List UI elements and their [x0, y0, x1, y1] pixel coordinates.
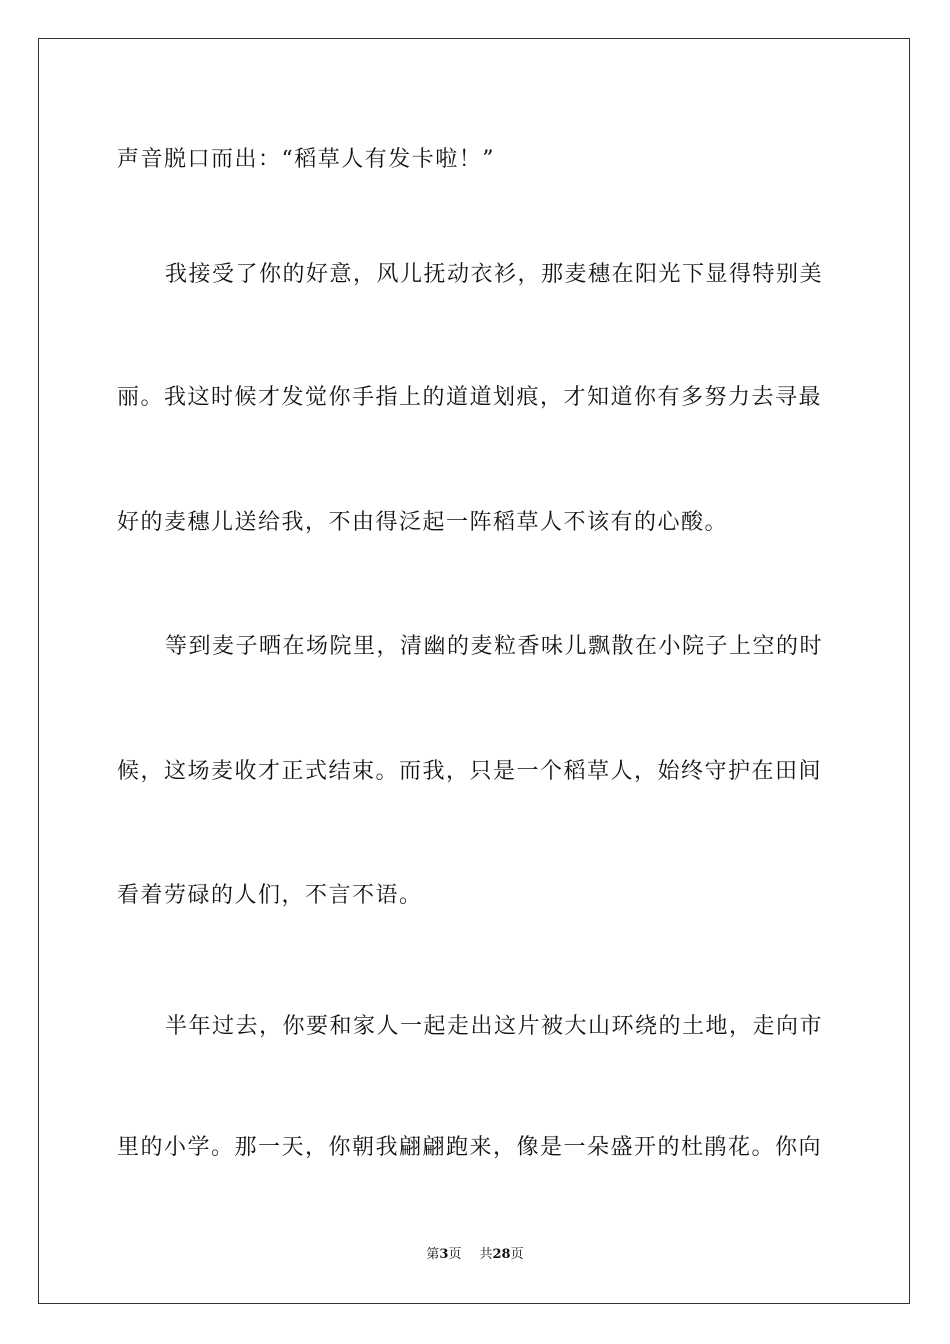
page-number-current: 3: [439, 1247, 449, 1262]
paragraph-line-7: 看着劳碌的人们，不言不语。: [117, 883, 423, 908]
page-footer: [0, 1245, 950, 1265]
paragraph-line-2: 我接受了你的好意，风儿抚动衣衫，那麦穗在阳光下显得特别美: [165, 262, 824, 287]
paragraph-line-4: 好的麦穗儿送给我，不由得泛起一阵稻草人不该有的心酸。: [117, 510, 729, 535]
paragraph-line-3: 丽。我这时候才发觉你手指上的道道划痕，才知道你有多努力去寻最: [117, 385, 823, 410]
page-total-count: 28: [492, 1247, 511, 1262]
page-total-prefix: 共: [479, 1247, 493, 1262]
paragraph-line-8: 半年过去，你要和家人一起走出这片被大山环绕的土地，走向市: [165, 1014, 824, 1039]
page-border: [38, 38, 910, 1304]
page-total-suffix: 页: [510, 1247, 524, 1262]
page-number-suffix: 页: [448, 1247, 462, 1262]
text-line-1: 声音脱口而出：“稻草人有发卡啦！”: [117, 147, 495, 172]
paragraph-line-9: 里的小学。那一天，你朝我翩翩跑来，像是一朵盛开的杜鹃花。你向: [117, 1135, 823, 1160]
paragraph-line-5: 等到麦子晒在场院里，清幽的麦粒香味儿飘散在小院子上空的时: [165, 634, 824, 659]
page-number-prefix: 第: [426, 1247, 440, 1262]
paragraph-line-6: 候，这场麦收才正式结束。而我，只是一个稻草人，始终守护在田间: [117, 759, 823, 784]
